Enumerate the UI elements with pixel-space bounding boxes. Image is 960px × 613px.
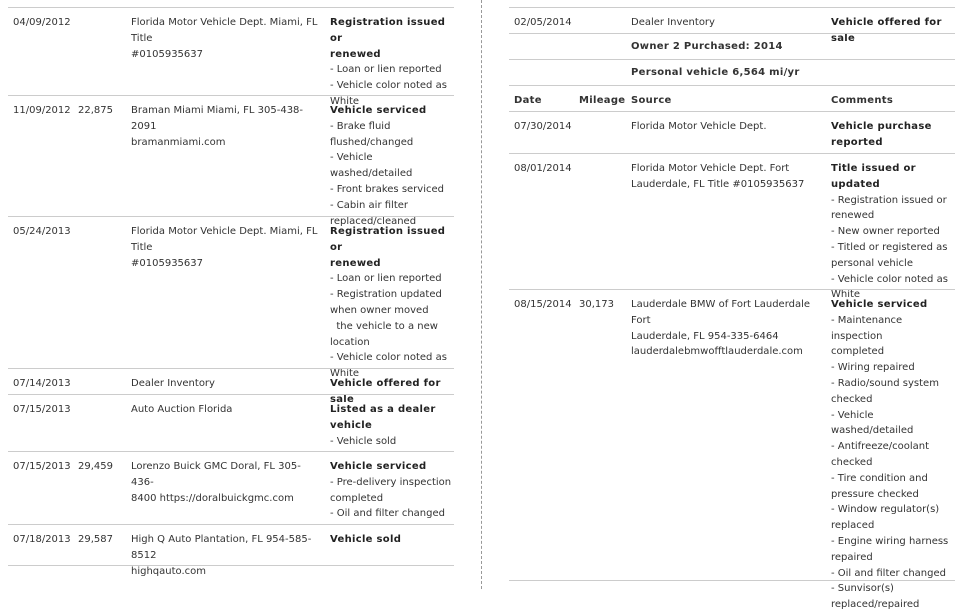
mileage-cell: 22,875 — [78, 105, 113, 116]
comment-head: Registration issued or — [330, 226, 446, 253]
owner-usage: Personal vehicle 6,564 mi/yr — [631, 67, 800, 78]
comments-cell — [330, 224, 452, 382]
comment-item: replaced — [831, 520, 875, 532]
comment-item: - New owner reported — [831, 226, 940, 238]
source-cell — [131, 224, 321, 271]
table-header-row — [509, 85, 955, 111]
source-line: Lauderdale, FL 954-335-6464 — [631, 330, 779, 342]
column-divider — [481, 0, 482, 589]
comment-item: personal vehicle — [831, 257, 913, 269]
comment-item: repaired — [831, 551, 873, 563]
table-row — [509, 111, 955, 153]
source-line: Florida Motor Vehicle Dept. Miami, FL Title — [131, 17, 318, 44]
comments-cell — [831, 297, 953, 613]
date-cell: 07/18/2013 — [13, 534, 71, 545]
owner-usage-row — [509, 59, 955, 85]
comment-head: Registration issued or — [330, 17, 446, 44]
mileage-cell: 29,587 — [78, 534, 113, 545]
source-cell: Dealer Inventory — [631, 17, 715, 28]
table-row — [509, 289, 955, 611]
source-cell — [631, 161, 816, 193]
table-row — [8, 451, 454, 524]
source-line: lauderdalebmwofftlauderdale.com — [631, 346, 803, 358]
source-line: Lorenzo Buick GMC Doral, FL 305-436- — [131, 461, 301, 488]
mileage-cell: 29,459 — [78, 461, 113, 472]
source-line: bramanmiami.com — [131, 136, 226, 148]
source-line: highqauto.com — [131, 565, 207, 577]
comment-item: replaced/cleaned — [330, 215, 417, 227]
comment-head: reported — [831, 136, 883, 148]
table-row — [8, 216, 454, 380]
comment-item: - Vehicle color noted as — [330, 352, 447, 364]
comment-item: pressure checked — [831, 488, 919, 500]
comment-item: - Loan or lien reported — [330, 64, 442, 76]
comments-cell — [330, 459, 452, 522]
owner-purchased: Owner 2 Purchased: 2014 — [631, 41, 783, 52]
comment-item: - Vehicle washed/detailed — [831, 409, 914, 437]
comment-head: Vehicle purchase — [831, 121, 932, 132]
comment-item: - Brake fluid — [330, 120, 391, 132]
date-cell: 02/05/2014 — [514, 17, 572, 28]
comment-item: White — [330, 95, 360, 107]
comment-head: Title issued or updated — [831, 163, 916, 190]
source-line: #0105935637 — [131, 48, 204, 60]
table-row — [509, 153, 955, 301]
comment-item: - Registration issued or — [831, 194, 947, 206]
comment-item: - Wiring repaired — [831, 362, 915, 374]
source-line: 8400 https://doralbuickgmc.com — [131, 492, 294, 504]
source-line: Florida Motor Vehicle Dept. — [631, 121, 767, 132]
source-cell — [131, 402, 321, 418]
comment-item: - Loan or lien reported — [330, 273, 442, 285]
date-cell: 07/15/2013 — [13, 404, 71, 415]
table-row — [509, 7, 955, 44]
source-line: Lauderdale BMW of Fort Lauderdale Fort — [631, 299, 811, 326]
history-table-right — [509, 0, 955, 611]
comment-item: - Pre-delivery inspection — [330, 476, 452, 488]
source-cell — [131, 532, 321, 579]
comment-head: vehicle — [330, 419, 373, 431]
comment-item: flushed/changed — [330, 136, 414, 148]
source-cell — [131, 376, 321, 392]
comment-item: - Oil and filter changed — [330, 508, 445, 520]
comment-item: - Front brakes serviced — [330, 183, 444, 195]
date-cell: 07/30/2014 — [514, 121, 572, 132]
comment-item: checked — [831, 393, 873, 405]
comment-item: - Cabin air filter — [330, 199, 408, 211]
comment-item: - Oil and filter changed — [831, 567, 946, 579]
comment-item: - Sunvisor(s) — [831, 583, 894, 595]
comment-head: Vehicle sold — [330, 534, 402, 545]
comment-head: Vehicle serviced — [831, 299, 928, 310]
source-line: Braman Miami Miami, FL 305-438-2091 — [131, 105, 304, 132]
source-line: #0105935637 — [131, 257, 204, 269]
comment-head: Vehicle serviced — [330, 461, 427, 472]
source-line: Florida Motor Vehicle Dept. Fort — [631, 163, 790, 174]
source-line: High Q Auto Plantation, FL 954-585-8512 — [131, 534, 312, 561]
comment-item: - Vehicle color noted as — [831, 273, 948, 285]
date-cell: 08/15/2014 — [514, 299, 572, 310]
comments-cell — [330, 532, 452, 548]
source-line: Florida Motor Vehicle Dept. Miami, FL Title — [131, 226, 318, 253]
comment-item: White — [831, 289, 861, 301]
header-date: Date — [514, 95, 542, 106]
comments-cell — [831, 161, 953, 303]
source-cell — [131, 103, 321, 150]
comment-item: White — [330, 368, 360, 380]
comment-head: renewed — [330, 48, 381, 60]
source-line: Lauderdale, FL Title #0105935637 — [631, 178, 805, 190]
comment-item: location — [330, 336, 370, 348]
table-row — [8, 394, 454, 451]
comment-item: renewed — [831, 210, 875, 222]
comment-item: - Vehicle color noted as — [330, 80, 447, 92]
comment-item: when owner moved — [330, 304, 429, 316]
comments-cell — [330, 402, 452, 449]
mileage-cell: 30,173 — [579, 299, 614, 310]
date-cell: 05/24/2013 — [13, 226, 71, 237]
comment-head: Vehicle offered for sale — [831, 17, 942, 44]
source-line: Auto Auction Florida — [131, 404, 233, 415]
comment-item: - Registration updated — [330, 289, 442, 301]
comment-item: replaced/repaired — [831, 599, 920, 611]
header-comments: Comments — [831, 95, 894, 106]
comment-item: - Vehicle washed/detailed — [330, 152, 413, 180]
comment-item: - Antifreeze/coolant — [831, 441, 930, 453]
table-row — [8, 368, 454, 405]
source-cell — [631, 297, 816, 360]
comment-item: - Titled or registered as — [831, 241, 948, 253]
source-cell — [131, 459, 321, 506]
history-table-left — [8, 7, 454, 577]
comment-item: checked — [831, 456, 873, 468]
comment-item: - Tire condition and — [831, 472, 928, 484]
header-mileage: Mileage — [579, 95, 626, 106]
right-rows — [509, 111, 955, 611]
comments-cell — [330, 103, 452, 229]
comment-item: completed — [330, 492, 384, 504]
date-cell: 07/14/2013 — [13, 378, 71, 389]
table-row — [8, 95, 454, 227]
comment-item: the vehicle to a new — [330, 320, 438, 332]
comment-item: - Maintenance inspection — [831, 314, 906, 342]
comment-item: - Vehicle sold — [330, 435, 397, 447]
comment-item: - Engine wiring harness — [831, 535, 949, 547]
source-cell — [131, 15, 321, 62]
date-cell: 07/15/2013 — [13, 461, 71, 472]
source-cell — [631, 119, 816, 135]
table-row — [8, 524, 454, 577]
comment-item: completed — [831, 346, 885, 358]
comment-head: renewed — [330, 257, 381, 269]
comments-cell — [831, 119, 953, 151]
comment-item: - Window regulator(s) — [831, 504, 940, 516]
table-row — [8, 7, 454, 107]
comment-head: Vehicle offered for sale — [330, 378, 441, 405]
header-source: Source — [631, 95, 672, 106]
date-cell: 04/09/2012 — [13, 17, 71, 28]
date-cell: 11/09/2012 — [13, 105, 71, 116]
comment-head: Listed as a dealer — [330, 404, 436, 415]
comment-head: Vehicle serviced — [330, 105, 427, 116]
owner-purchased-row — [509, 33, 955, 59]
source-line: Dealer Inventory — [131, 378, 215, 389]
comment-item: - Radio/sound system — [831, 377, 939, 389]
date-cell: 08/01/2014 — [514, 163, 572, 174]
